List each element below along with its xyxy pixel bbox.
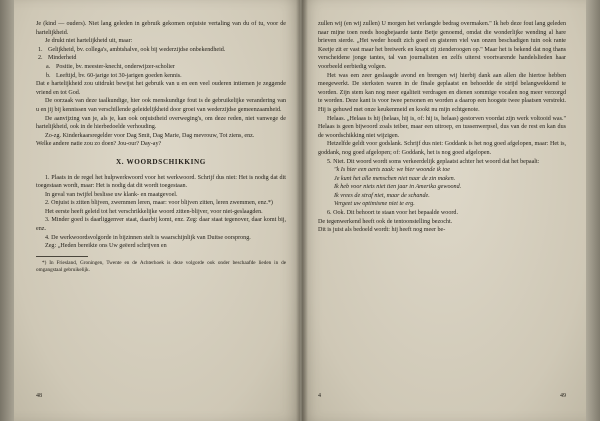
list-item-label: Leeftijd, bv. 60-jarige tot 30-jarigen goeden kennis. [56,72,182,79]
paragraph: 6. Ook. Dit behoort te staan voor het bepaalde woord. [327,210,458,217]
list-item [36,54,286,63]
paragraph: Zeg: „Heden bereikte ons Uw geëerd schrijven en [45,243,167,250]
list-item-label: Minderheid [48,55,77,62]
list-item-label: Gelijkheid, bv. collega's, ambtshalve, ook bij wederzijdse onbekendheid. [48,46,226,53]
quote-line: Je kunt het alle menschen niet naar de zin maken. [334,175,456,182]
paragraph: 2. Onjuist is zitten blijven, zwemmen leren, maar: voor blijven zitten, leren zwemmen, enz.*) [45,200,273,207]
left-page-column [36,20,286,407]
quote-line: Ik vrees de straf niet, maar de schande. [334,192,430,199]
page-number-right: 49 [560,393,566,400]
paragraph: In geval van twijfel beslisse uw klank- en maatgevoel. [45,191,178,198]
list-marker: b. [46,72,51,79]
paragraph: Het eerste heeft geleid tot het verschrikkelijke woord zitten-blijver, voor niet-geslaagden. [45,208,263,215]
paragraph: Zo-zg. Kinderkaarsregelder voor Dag Smit, Dag Marie, Dag mevrouw, Tot ziens, enz. [45,132,255,139]
paragraph: 5. Niet. Dit woord wordt soms verkeerdelijk geplaatst achter het woord dat het bepaalt: [327,158,540,165]
paragraph: De tegenwerkend heeft ook de tentoonstelling bezocht. [318,218,453,225]
quote-line: Ik heb voor niets niet tien jaar in Amerika gewoond. [334,184,462,191]
list-item-label: Positie, bv. meester-knecht, onderwijzer-scholier [56,63,175,70]
list-item [36,46,286,55]
sub-list-item [36,63,286,72]
page-number-inner: 4 [318,393,321,400]
paragraph: Het was een zeer geslaagde avond en brengen wij hierbij dank aan allen die hiertoe hebben meegewerkt. De sterksten waren in de finale geplaatst en behoedde de strijd belangwekkend te worden. Zijn stem kan nog meer egaliteit verdragen en dienen sommige vocalen nog meer verzorgd te worden. Deze kant is voor twee personen en worden a daarop een hoogste twee plaatsen verstrekt. Hij is gehuwd met onze keukenmeid en kookt nu mijn echtgenote. [318,72,566,113]
list-marker: 1. [38,46,43,53]
paragraph: De aanvijzing van je, als je, kan ook onjuistheid overweging's, om deze reden, niet vanwege de hartelijkheid, ook in de hierbedoelde verhouding. [36,115,286,131]
paragraph: Je (kind — ouders). Niet lang geleden in gebruik gekomen onjuiste vertaling van du of tu, voor de hartelijkheid. [36,21,286,36]
section-heading: X. WOORDSCHIKKING [116,157,206,166]
quote-line: "k Is hier een aerts zaak: we hier woonde ik toe [334,167,450,174]
paragraph: 3. Minder goed is daarliggenver staat, daarbij komt, enz. Zeg: daar staat tegenover, daar komt bij, enz. [36,217,286,233]
paragraph: 1. Plaats in de regel het hulpwerkwoord voor het werkwoord. Schrijf dus niet: Het is nodig dat dit toegestaan wordt, maar: Het is nodig dat dit wordt toegestaan. [36,174,286,190]
footnote: *) In Friesland, Groningen, Twente en de Achterhoek is deze volgorde ook onder beschaafde lieden in de omgangstaal gebruikelijk. [36,259,286,273]
list-marker: a. [46,63,51,70]
paragraph: De oorzaak van deze taalkundige, hier ook menskundige fout is de gebruikelijke verandering van u en jij bij kennissen van verschillende geleidelijkheid door groei van wederzijdse gemeenzaamheid. [36,98,286,113]
paragraph: Dat e hartelijkheid zou uitdrukt bewijst het gebruik van u en een veel ouderen intiemen je zeggende vriend en tot God. [36,81,286,96]
paragraph: Welke andere natie zou zo doen? Jou-our? Day-ay? [36,141,162,148]
paragraph: Dit is juist als bedoeld wordt: hij heeft nog meer be- [318,227,446,234]
paragraph: zullen wij (en wij zullen) U morgen het verlangde bedrag overmaken." Ik heb deze fout lang geleden naar mijne toen reeds hoogbejaarde tante Betje genoemd, omdat die wonderlijke wending al hare brieven sierde. „Het weder houdt zich goed en gisteren viel van onzen beschadigen tuin ook rante Keetje zit er vast maar het breiwerk en knapt zij zienderoogen op." Maar het is bekend dat nog thans verscheidene jonge tantes, tal van journalisten en zelfs uiterst voortvarende handelslieden haar voorbeeld eerbiedig volgen. [318,21,566,70]
sub-list-item [36,72,286,81]
quote-line: Vergeet uw optimisme niet te erg. [334,201,415,208]
footnote-divider [36,256,88,257]
paragraph: 4. De werkwoordsvolgorde in bijzinnen stelt is waarschijnlijk van Duitse oorsprong. [45,234,251,241]
paragraph: Hetzelfde geldt voor godslank. Schrijf dus niet: Goddank is het nog goed afgelopen, maar: Het is, goddank, nog goed afgelopen; of: Goddank, het is nog goed afgelopen. [318,141,566,156]
list-marker: 2. [38,55,43,62]
paragraph: Helaas. „Helaas is hij (helaas, hij is, of: hij is, helaas) gestorven voordat zijn werk voltooid was." Helaas is geen bijwoord zoals teiber, maar een uitroep, en tussenwerpsel, dus van de rest en kan dus de woordschikking niet wijzigen. [318,115,566,139]
left-page [14,0,300,421]
page-number-left: 48 [36,393,42,400]
paragraph: Je drukt niet hartelijkheid uit, maar: [45,38,133,45]
right-page [302,0,586,421]
right-page-column [318,20,566,407]
